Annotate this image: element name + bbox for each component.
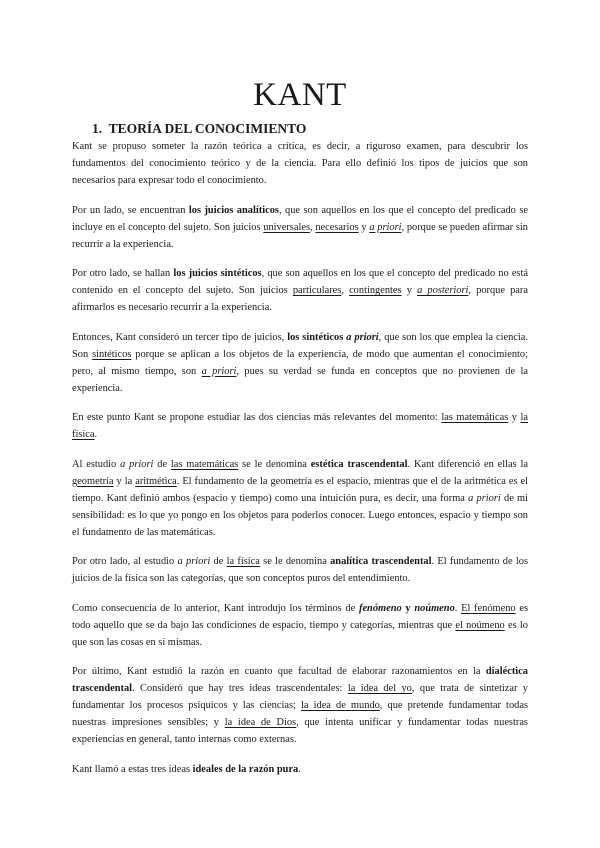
underlined-term: la idea del yo xyxy=(347,683,412,694)
bold-italic-term: a priori xyxy=(346,331,379,343)
underlined-term: el noúmeno xyxy=(455,619,505,631)
text: , que trata de sintetizar y fundamentar los procesos psíquicos y las ciencias; xyxy=(72,683,528,711)
section-heading xyxy=(92,121,306,137)
text: . Consideró que hay tres ideas trascendentales: xyxy=(132,683,348,694)
paragraph-1: Kant se propuso someter la razón teórica a crítica, es decir, a riguroso examen, para descubrir los fundamentos del conocimiento teórico y de la ciencia. Para ello definió los tipos de juicios que son necesarios para expresar todo el conocimiento. xyxy=(72,141,528,186)
text: . xyxy=(94,429,98,440)
text: y la xyxy=(113,475,136,487)
underlined-term: la idea de mundo xyxy=(301,700,380,711)
underlined-term: universales xyxy=(263,221,311,233)
italic-term: a priori xyxy=(120,458,154,470)
underlined-term: la física xyxy=(72,412,528,440)
document-body xyxy=(72,138,528,790)
underlined-term: aritmética xyxy=(135,475,177,487)
section-number: 1. xyxy=(92,121,103,136)
text: , que son aquellos en los que el concepto del predicado no está contenido en el concepto del sujeto. Son juicios xyxy=(72,268,528,296)
underlined-term: la idea de Dios xyxy=(224,717,297,728)
text: se le denomina xyxy=(259,556,331,567)
bold-term: los juicios analíticos xyxy=(188,204,279,216)
text: , que son los que emplea la ciencia. Son xyxy=(72,331,528,360)
text: Como consecuencia de lo anterior, Kant introdujo los términos de xyxy=(72,602,359,614)
text: , porque para afirmarlos es necesario recurrir a la experiencia. xyxy=(72,285,528,313)
text: , xyxy=(341,285,350,296)
text: Por otro lado, al estudio xyxy=(72,556,178,567)
text: de mi sensibilidad: es lo que yo pongo en los objetos para poderlos conocer. Luego entonces, espacio y tiempo son el fundamento de las matemáticas. xyxy=(72,492,528,538)
bold-term: estética trascendental xyxy=(310,458,408,470)
text: , porque se pueden afirmar sin recurrir a la experiencia. xyxy=(72,221,528,250)
text: y xyxy=(401,285,418,296)
underlined-term: El fenómeno xyxy=(461,602,516,614)
paragraph-10 xyxy=(72,761,528,778)
underlined-term: sintéticos xyxy=(92,348,132,360)
underlined-term: a priori xyxy=(369,221,402,233)
paragraph-6 xyxy=(72,456,528,541)
text: . El fundamento de la geometría es el espacio, mientras que el de la aritmética es el tiempo. Kant definió ambos (espacio y tiempo) como una intuición pura, es decir, una forma xyxy=(72,475,528,504)
bold-term: los juicios sintéticos xyxy=(173,268,262,279)
paragraph-8 xyxy=(72,600,528,651)
underlined-term: las matemáticas xyxy=(170,458,239,470)
paragraph-4 xyxy=(72,329,528,397)
text: Entonces, Kant consideró un tercer tipo de juicios, xyxy=(72,331,288,343)
underlined-term: particulares xyxy=(292,285,342,296)
bold-term: dialéctica trascendental xyxy=(72,666,528,694)
paragraph-7 xyxy=(72,553,528,587)
text: se le denomina xyxy=(238,458,311,470)
text: y xyxy=(508,412,521,423)
text: En este punto Kant se propone estudiar las dos ciencias más relevantes del momento: xyxy=(72,412,442,423)
text: es todo aquello que se da bajo las condiciones de espacio, tiempo y categorías, mientras que xyxy=(72,602,528,631)
underlined-term: las matemáticas xyxy=(441,412,509,423)
italic-term: a priori xyxy=(177,556,211,567)
text: , que intenta unificar y fundamentar todas nuestras experiencias en general, tanto internas como externas. xyxy=(72,717,528,745)
text: , que pretende fundamentar todas nuestras impresiones sensibles; y xyxy=(72,700,528,728)
bold-italic-term: fenómeno xyxy=(358,602,402,614)
underlined-term: geometría xyxy=(72,475,114,487)
paragraph-2 xyxy=(72,202,528,253)
text: . Kant diferenció en ellas la xyxy=(407,458,528,470)
paragraph-9 xyxy=(72,663,528,748)
text: Por un lado, se encuentran xyxy=(72,204,189,216)
italic-term: a priori xyxy=(468,492,501,504)
bold-italic-term: noúmeno xyxy=(414,602,455,614)
text: Al estudio xyxy=(72,458,121,470)
underlined-term: necesarios xyxy=(315,221,359,233)
text: Por último, Kant estudió la razón en cuanto que facultad de elaborar razonamientos en la xyxy=(72,666,486,677)
text: . xyxy=(454,602,462,614)
text: es lo que son las cosas en sí mismas. xyxy=(72,619,528,648)
page-title: KANT xyxy=(253,77,347,113)
text: Kant llamó a estas tres ideas xyxy=(72,763,193,775)
text: . El fundamento de los juicios de la física son las categorías, que son conceptos puros del entendimiento. xyxy=(72,556,528,584)
underlined-term: a posteriori xyxy=(417,285,469,296)
paragraph-3 xyxy=(72,265,528,316)
bold-term: los sintéticos xyxy=(287,331,347,343)
text: de xyxy=(153,458,171,470)
underlined-term: a priori xyxy=(201,365,237,377)
text: . xyxy=(298,763,301,775)
text: y xyxy=(401,602,415,614)
section-title: TEORÍA DEL CONOCIMIENTO xyxy=(108,121,307,136)
text: Por otro lado, se hallan xyxy=(72,268,174,279)
text: y xyxy=(358,221,370,233)
text: de xyxy=(210,556,227,567)
bold-term: analítica trascendental xyxy=(330,556,432,567)
underlined-term: la física xyxy=(226,556,260,567)
bold-term: ideales de la razón pura xyxy=(192,763,299,775)
paragraph-5 xyxy=(72,409,528,443)
underlined-term: contingentes xyxy=(349,285,402,296)
text: , xyxy=(310,221,316,233)
text: porque se aplican a los objetos de la experiencia, de modo que aumentan el conocimiento; pero, al mismo tiempo, son xyxy=(72,348,528,377)
text: , que son aquellos en los que el concepto del predicado se incluye en el concepto del sujeto. Son juicios xyxy=(72,204,528,233)
text: , pues su verdad se funda en conceptos que no provienen de la experiencia. xyxy=(72,365,528,394)
